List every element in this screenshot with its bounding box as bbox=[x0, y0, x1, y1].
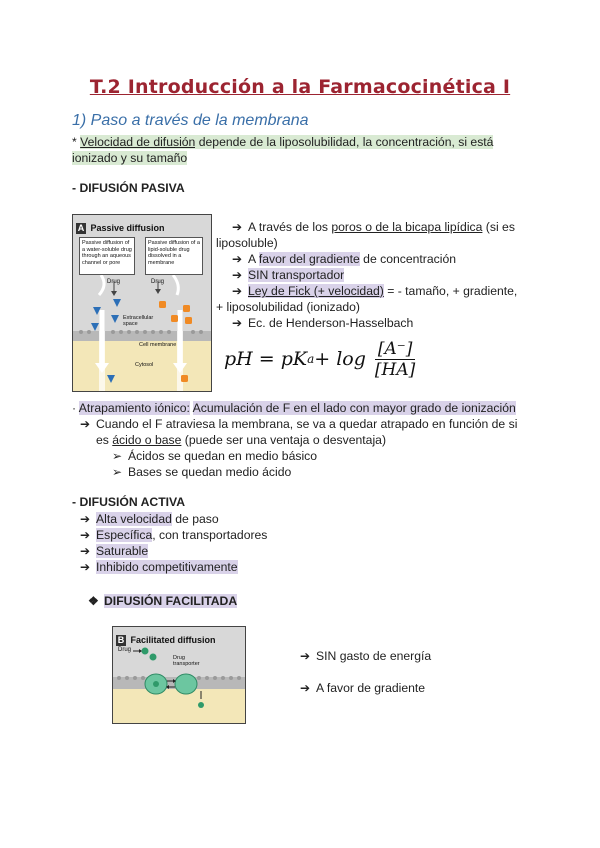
figure-a-box-lipid-soluble: Passive diffusion of a lipid-soluble drug dissolved in a membrane bbox=[145, 237, 203, 275]
pasiva-bullet-poros: ➔ A través de los poros o de la bicapa lipídica (si es bbox=[232, 220, 515, 234]
atrapamiento-bullet: ➔ Cuando el F atraviesa la membrana, se va a quedar atrapado en función de si bbox=[80, 417, 518, 431]
pasiva-bullet-fick-cont: + liposolubilidad (ionizado) bbox=[216, 300, 360, 314]
pasiva-bullets bbox=[216, 219, 536, 331]
arrow-icon: ➔ bbox=[232, 284, 243, 298]
sub-arrow-icon: ➢ bbox=[112, 449, 123, 463]
activa-bullet-saturable: ➔ Saturable bbox=[80, 544, 149, 558]
figure-a-cytosol-label: Cytosol bbox=[135, 362, 154, 368]
sub-arrow-icon: ➢ bbox=[112, 465, 123, 479]
section-heading-paso-membrana: 1) Paso a través de la membrana bbox=[72, 112, 309, 129]
page-title: T.2 Introducción a la Farmacocinética I bbox=[89, 76, 511, 98]
figure-b-title: Facilitated diffusion bbox=[130, 635, 216, 645]
figure-a-drug-label-2: Drug bbox=[151, 279, 165, 285]
figure-b-letter: B bbox=[117, 635, 125, 645]
atrapamiento-sub-acidos: ➢ Ácidos se quedan en medio básico bbox=[112, 449, 318, 463]
pasiva-bullet-fick: ➔ Ley de Fick (+ velocidad) = - tamaño, + gradiente, bbox=[232, 284, 518, 298]
figure-a-box-water-soluble: Passive diffusion of a water-soluble drug through an aqueous channel or pore bbox=[79, 237, 135, 275]
figure-b-transporter-label: Drug transporter bbox=[173, 655, 200, 667]
formula-fraction: [A⁻] [HA] bbox=[374, 338, 416, 380]
arrow-icon: ➔ bbox=[232, 252, 243, 266]
atrapamiento-line: · Atrapamiento iónico: Acumulación de F en el lado con mayor grado de ionización bbox=[72, 401, 516, 415]
figure-a-cell-membrane-label: Cell membrane bbox=[139, 342, 177, 348]
diamond-bullet-icon: ❖ bbox=[88, 594, 99, 608]
arrow-icon: ➔ bbox=[232, 268, 243, 282]
intro-paragraph: * Velocidad de difusión depende de la liposolubilidad, la concentración, si está ionizado y su tamaño bbox=[72, 135, 494, 165]
facilitada-bullet-gradiente: ➔ A favor de gradiente bbox=[300, 681, 426, 695]
henderson-hasselbach-formula: pH = pK a + log [A⁻] [HA] bbox=[224, 334, 418, 384]
figure-a-letter: A bbox=[77, 223, 85, 233]
activa-bullet-inhibido: ➔ Inhibido competitivamente bbox=[80, 560, 238, 574]
activa-bullet-especifica: ➔ Específica, con transportadores bbox=[80, 528, 268, 542]
arrow-icon: ➔ bbox=[232, 220, 243, 234]
difusion-facilitada-heading: ❖ DIFUSIÓN FACILITADA bbox=[88, 594, 238, 608]
arrow-icon: ➔ bbox=[80, 528, 91, 542]
figure-a-extracellular-label: Extracellular space bbox=[123, 315, 154, 327]
figure-b-header bbox=[116, 630, 215, 648]
arrow-icon: ➔ bbox=[80, 560, 91, 574]
activa-bullet-velocidad: ➔ Alta velocidad de paso bbox=[80, 512, 219, 526]
passive-diffusion-figure bbox=[72, 214, 212, 392]
figure-a-drug-label-1: Drug bbox=[107, 279, 121, 285]
difusion-activa-heading: - DIFUSIÓN ACTIVA bbox=[72, 495, 186, 509]
facilitated-diffusion-figure bbox=[112, 626, 246, 724]
arrow-icon: ➔ bbox=[300, 649, 311, 663]
pasiva-bullet-gradiente: ➔ A favor del gradiente de concentración bbox=[232, 252, 457, 266]
arrow-icon: ➔ bbox=[80, 512, 91, 526]
difusion-pasiva-heading: - DIFUSIÓN PASIVA bbox=[72, 181, 185, 195]
atrapamiento-sub-bases: ➢ Bases se quedan medio ácido bbox=[112, 465, 292, 479]
pasiva-bullet-henderson: ➔ Ec. de Henderson-Hasselbach bbox=[232, 316, 414, 330]
atrapamiento-bullet-cont: es ácido o base (puede ser una ventaja o desventaja) bbox=[96, 433, 387, 447]
atrapamiento-ionico bbox=[72, 400, 542, 480]
facilitada-bullet-energia: ➔ SIN gasto de energía bbox=[300, 649, 432, 663]
arrow-icon: ➔ bbox=[80, 417, 91, 431]
pasiva-bullet-sin-transportador: ➔ SIN transportador bbox=[232, 268, 345, 282]
activa-bullets bbox=[80, 511, 480, 575]
figure-b-drug-label: Drug bbox=[118, 647, 132, 653]
arrow-icon: ➔ bbox=[80, 544, 91, 558]
figure-a-title: Passive diffusion bbox=[90, 223, 165, 233]
arrow-icon: ➔ bbox=[232, 316, 243, 330]
velocidad-difusion-highlight: Velocidad de difusión bbox=[80, 135, 196, 149]
figure-a-header bbox=[76, 218, 208, 232]
arrow-icon: ➔ bbox=[300, 681, 311, 695]
pasiva-bullet-poros-cont: liposoluble) bbox=[216, 236, 278, 250]
